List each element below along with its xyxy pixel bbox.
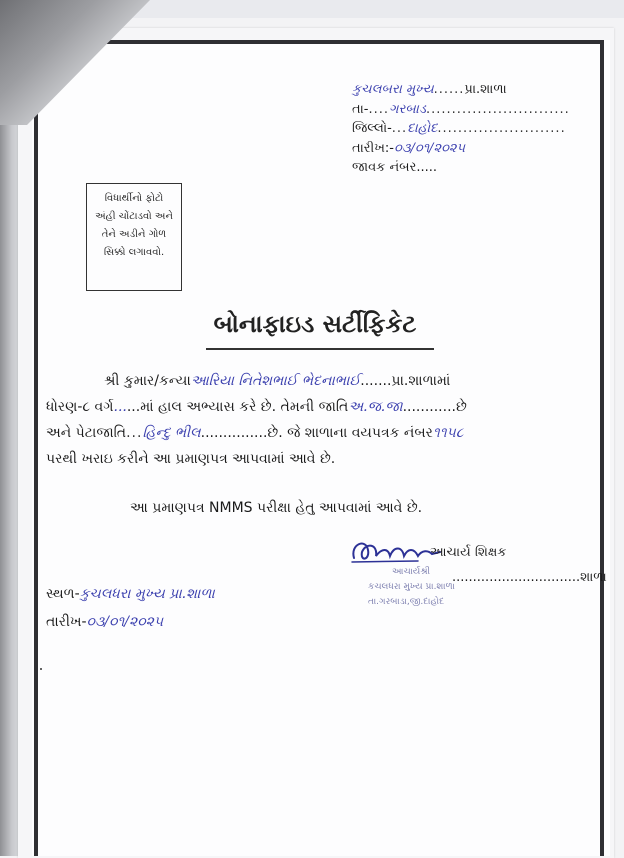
photo-instruction-line-1: વિધાર્થીનો ફોટો: [104, 193, 164, 204]
district-label: જિલ્લો-: [352, 121, 392, 136]
scan-speck: [40, 668, 42, 670]
school-name-row: કુચલબરા મુખ્ય......પ્રા.શાળા: [352, 82, 507, 97]
purpose-line: આ પ્રમાણપત્ર NMMS પરીક્ષા હેતુ આપવામાં આવે છે.: [130, 500, 423, 516]
page-border-top: [34, 40, 604, 44]
district-row: જિલ્લો-...દાહોદ.........................: [352, 121, 566, 136]
subcaste-label: અને પેટાજાતિ: [46, 425, 127, 441]
outward-number-row: [352, 158, 570, 178]
stamp-line-2: કચલધરા મુખ્ય પ્રા.શાળા: [368, 582, 455, 592]
footer-date-line: [46, 614, 163, 630]
taluka-value: ગરબાડ: [389, 101, 427, 117]
school-header-block: [352, 80, 570, 178]
body-line-4: પરથી ખરાઇ કરીને આ પ્રમાણપત્ર આપવામાં આવે છે.: [46, 451, 336, 467]
photo-instruction-line-2: અંહી ચોંટાડવો અને: [95, 211, 173, 222]
taluka-row: તા-....ગરબાડ............................: [352, 101, 570, 117]
school-name: કુચલબરા મુખ્ય: [352, 82, 434, 97]
school-stamp: [368, 565, 455, 610]
photo-instruction-line-4: સિક્કો લગાવવો.: [103, 247, 165, 258]
principal-label: આચાર્ય શિક્ષક: [430, 545, 507, 560]
body-line-2-suffix: ............છે: [402, 399, 467, 415]
class-value: ...: [113, 399, 127, 415]
page-border-left: [34, 40, 38, 856]
caste-value: અ.જ.જા: [348, 399, 403, 415]
certificate-title: બોનાફાઇડ સર્ટીફિકેટ: [213, 310, 417, 338]
photo-instruction-line-3: તેને અડીને ગોળ: [101, 229, 167, 240]
photo-placeholder-box: [86, 183, 182, 291]
place-label: સ્થળ-: [46, 586, 80, 602]
body-line-2: [46, 394, 586, 420]
title-underline: [206, 348, 434, 350]
place-line: [46, 586, 215, 602]
student-prefix: શ્રી કુમાર/કન્યા: [104, 373, 191, 389]
body-line-3-mid: ...............છે. જે શાળાના વયપત્રક નંબર: [200, 425, 433, 441]
outward-number-label: જાવક નંબર.....: [352, 160, 437, 175]
district-value: દાહોદ: [407, 121, 438, 136]
student-name: આરિયા નિતેશભાઈ ભેદનાભાઈ: [190, 373, 361, 389]
date-row: [352, 139, 570, 159]
body-line-3: અને પેટાજાતિ...હિન્દુ ભીલ...............છે. જે શાળાના વયપત્રક નંબર૧૧૫૮: [46, 425, 464, 441]
footer-date-value: ૦૩/૦૧/૨૦૨૫: [86, 614, 164, 630]
standard-label: ધોરણ-૮ વર્ગ: [46, 399, 114, 415]
footer-date-label: તારીખ-: [46, 614, 87, 630]
body-line-2-mid: ...માં હાલ અભ્યાસ કરે છે. તેમની જાતિ: [126, 399, 349, 415]
school-suffix: પ્રા.શાળા: [464, 82, 507, 97]
register-number-value: ૧૧૫૮: [432, 425, 464, 441]
stamp-line-3: તા.ગરબાડા,જી.દાહોદ: [368, 597, 445, 607]
place-value: કુચલધરા મુખ્ય પ્રા.શાળા: [79, 586, 215, 602]
date-label: તારીખ:-: [352, 140, 394, 156]
subcaste-value: હિન્દુ ભીલ: [142, 425, 201, 441]
school-name-dotted-line: ...............................શાળા: [452, 570, 607, 585]
certificate-body: [46, 368, 586, 472]
stamp-line-1: આચાર્યશ્રી: [392, 567, 431, 577]
page-border-right: [600, 44, 604, 856]
body-line-1-suffix: .......પ્રા.શાળામાં: [360, 373, 451, 389]
taluka-label: તા-: [352, 101, 369, 117]
body-line-1: [46, 368, 586, 394]
date-value: ૦૩/૦૧/૨૦૨૫: [394, 140, 466, 156]
